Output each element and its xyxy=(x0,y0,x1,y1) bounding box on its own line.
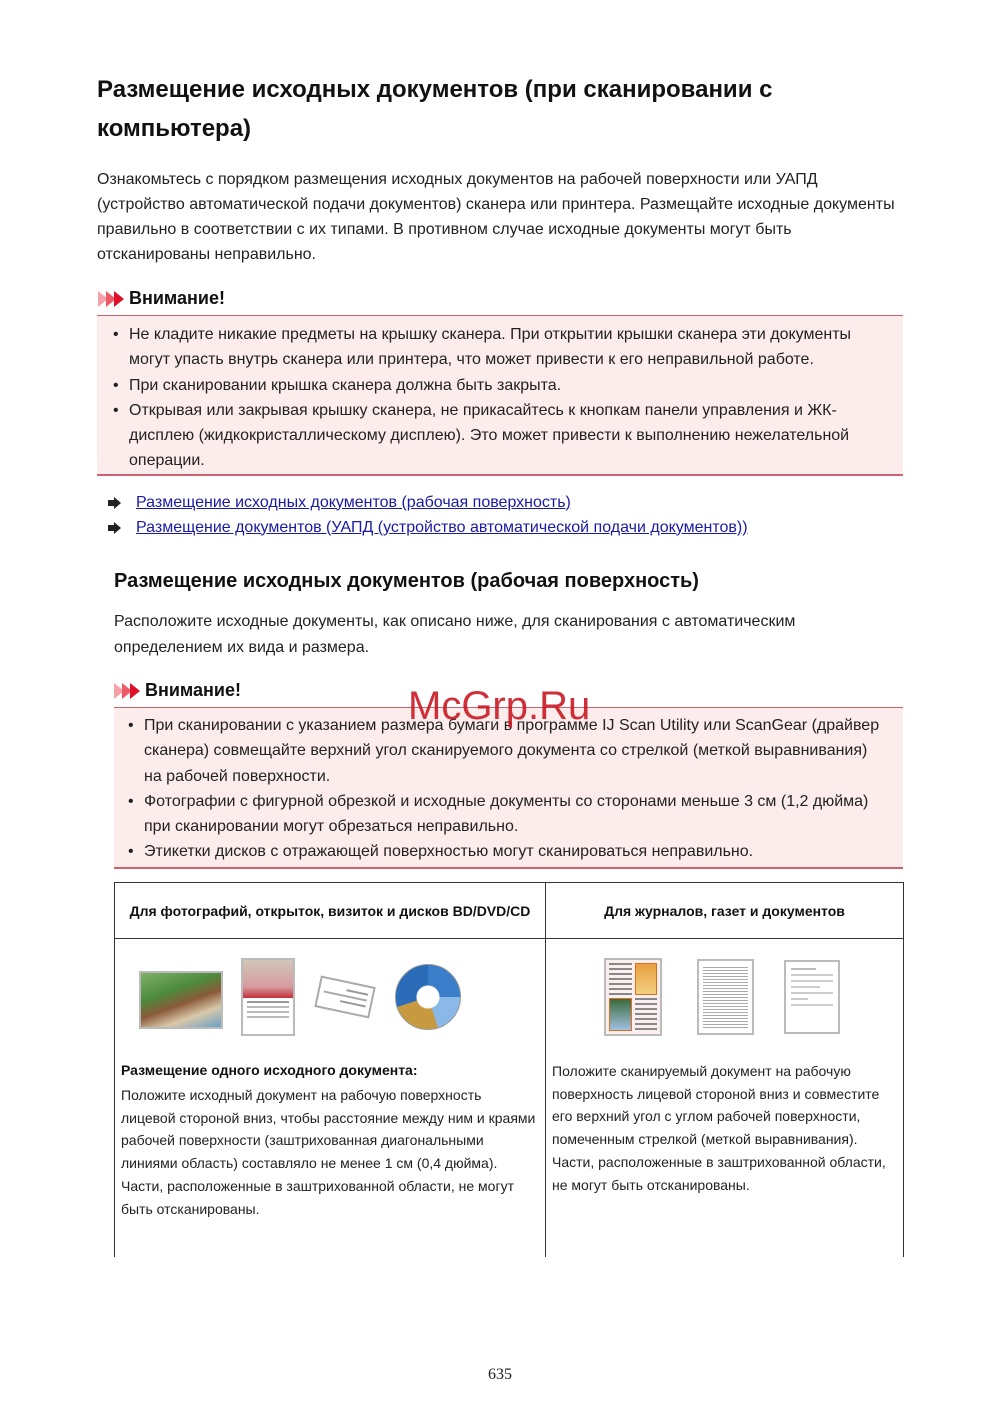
link-platen-placement[interactable]: Размещение исходных документов (рабочая поверхность) xyxy=(136,493,571,511)
caution-chevrons-icon xyxy=(114,683,138,699)
watermark: McGrp.Ru xyxy=(408,684,591,728)
disc-image xyxy=(395,964,461,1030)
caution-heading xyxy=(114,680,241,701)
table-cell-photos xyxy=(115,939,546,1258)
intro-paragraph: Ознакомьтесь с порядком размещения исходных документов на рабочей поверхности или УАПД (устройство автоматической подачи документов) сканера или принтера. Размещайте исходные документы правильно в соответствии с их типами. В противном случае исходные документы могут быть отсканированы неправильно. xyxy=(97,171,895,263)
page-number: 635 xyxy=(488,1366,512,1383)
caution-heading-text: Внимание! xyxy=(145,680,241,700)
table-row xyxy=(115,939,904,1258)
document-image xyxy=(784,960,840,1034)
photo-image xyxy=(139,971,223,1029)
caution-item: • Не кладите никакие предметы на крышку сканера. При открытии крышки сканера эти документы могут упасть внутрь сканера или принтера, что может привести к его неправильной работе. xyxy=(113,322,887,373)
caution-box xyxy=(114,707,903,869)
business-card-image xyxy=(314,975,375,1018)
arrow-right-icon xyxy=(108,522,122,534)
page-title: Размещение исходных документов (при сканировании с компьютера) xyxy=(97,76,773,142)
section-intro: Расположите исходные документы, как описано ниже, для сканирования с автоматическим определением их вида и размера. xyxy=(114,613,796,656)
caution-heading-text: Внимание! xyxy=(129,288,225,308)
link-row xyxy=(108,490,748,515)
document-images xyxy=(546,939,903,1054)
table-header-documents: Для журналов, газет и документов xyxy=(546,883,904,939)
caution-list xyxy=(128,713,887,865)
caution-list xyxy=(113,322,887,474)
table-header-photos: Для фотографий, открыток, визиток и дисков BD/DVD/CD xyxy=(115,883,546,939)
link-row xyxy=(108,515,748,540)
caution-chevrons-icon xyxy=(98,291,122,307)
placement-table xyxy=(114,882,904,1257)
table-header-row xyxy=(115,883,904,939)
postcard-image xyxy=(241,958,295,1036)
caution-item: • Открывая или закрывая крышку сканера, не прикасайтесь к кнопкам панели управления и ЖК-дисплею (жидкокристаллическому дисплею). Это может привести к выполнению нежелательной операции. xyxy=(113,398,887,474)
single-document-text: Положите исходный документ на рабочую поверхность лицевой стороной вниз, чтобы расстояние между ним и краями рабочей поверхности (заштрихованная диагональными линиями область) составляло не менее 1 см (0,4 дюйма). Части, расположенные в заштрихованной области, не могут быть отсканированы. xyxy=(121,1087,536,1217)
magazine-image xyxy=(604,958,662,1036)
table-cell-documents xyxy=(546,939,904,1258)
caution-heading xyxy=(98,288,225,309)
related-links xyxy=(108,490,748,540)
multi-document-text: Положите сканируемый документ на рабочую поверхность лицевой стороной вниз и совместите его верхний угол с углом рабочей поверхности, помеченным стрелкой (меткой выравнивания). Части, расположенные в заштрихованной области, не могут быть отсканированы. xyxy=(552,1063,886,1193)
caution-item: • При сканировании крышка сканера должна быть закрыта. xyxy=(113,373,887,398)
link-adf-placement[interactable]: Размещение документов (УАПД (устройство автоматической подачи документов)) xyxy=(136,518,748,536)
caution-item: • Фотографии с фигурной обрезкой и исходные документы со сторонами меньше 3 см (1,2 дюйма) при сканировании могут обрезаться неправильно. xyxy=(128,789,887,840)
newspaper-image xyxy=(697,959,754,1035)
single-document-subheading: Размещение одного исходного документа: xyxy=(121,1062,418,1078)
media-images xyxy=(115,939,545,1054)
caution-item: • При сканировании с указанием размера бумаги в программе IJ Scan Utility или ScanGear (драйвер сканера) совмещайте верхний угол сканируемого документа со стрелкой (меткой выравнивания) на рабочей поверхности. xyxy=(128,713,887,789)
section-heading: Размещение исходных документов (рабочая поверхность) xyxy=(114,570,699,592)
caution-box xyxy=(97,315,903,476)
arrow-right-icon xyxy=(108,497,122,509)
caution-item: • Этикетки дисков с отражающей поверхностью могут сканироваться неправильно. xyxy=(128,839,887,864)
